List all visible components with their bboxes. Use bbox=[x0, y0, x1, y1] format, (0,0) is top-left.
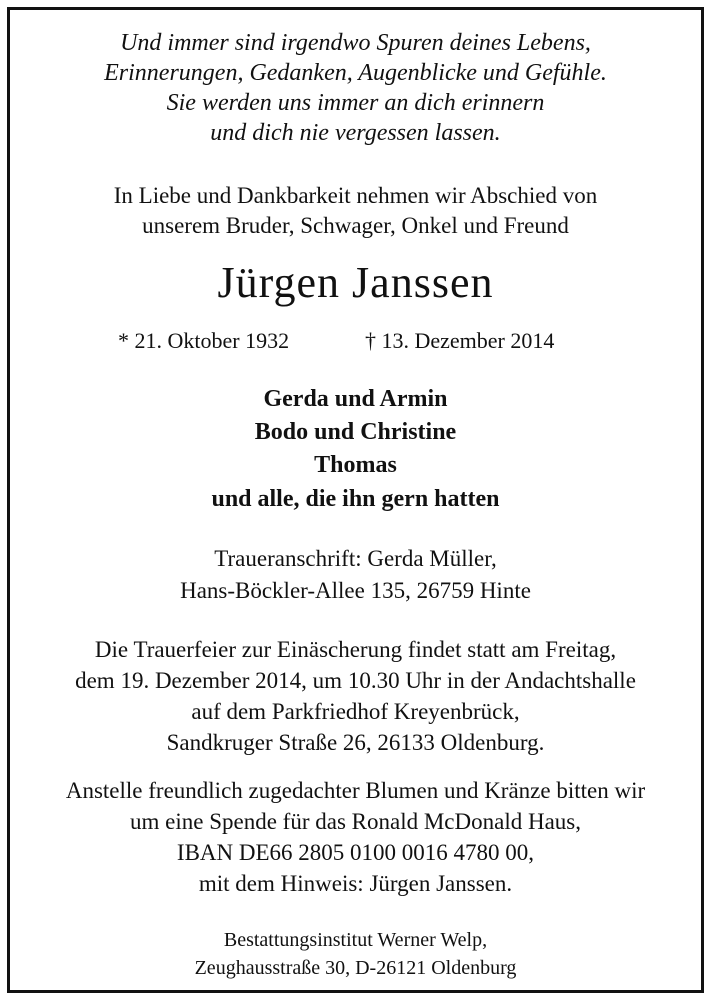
ceremony-line: Sandkruger Straße 26, 26133 Oldenburg. bbox=[166, 730, 545, 755]
intro-line: unserem Bruder, Schwager, Onkel und Freund bbox=[142, 213, 569, 238]
mourner-line: Thomas bbox=[314, 452, 397, 478]
mourner-line: Gerda und Armin bbox=[263, 386, 448, 412]
mourner-line: und alle, die ihn gern hatten bbox=[211, 486, 500, 512]
intro-line: In Liebe und Dankbarkeit nehmen wir Abschied von bbox=[113, 183, 598, 208]
deceased-name: Jürgen Janssen bbox=[217, 258, 494, 307]
funeral-home-line: Bestattungsinstitut Werner Welp, bbox=[223, 929, 488, 951]
verse-line: Und immer sind irgendwo Spuren deines Lebens, bbox=[120, 30, 591, 56]
donation-line: Anstelle freundlich zugedachter Blumen und Kränze bitten wir bbox=[65, 778, 646, 803]
funeral-home-line: Zeughausstraße 30, D-26121 Oldenburg bbox=[194, 957, 517, 979]
mourner-line: Bodo und Christine bbox=[254, 419, 457, 445]
donation-line: IBAN DE66 2805 0100 0016 4780 00, bbox=[176, 840, 535, 865]
death-date: † 13. Dezember 2014 bbox=[365, 328, 555, 353]
mourning-address-line: Hans-Böckler-Allee 135, 26759 Hinte bbox=[180, 578, 531, 603]
mourning-address-line: Traueranschrift: Gerda Müller, bbox=[214, 546, 497, 571]
donation-line: um eine Spende für das Ronald McDonald Haus, bbox=[130, 809, 581, 834]
ceremony-line: dem 19. Dezember 2014, um 10.30 Uhr in der Andachtshalle bbox=[75, 668, 636, 693]
ceremony-line: auf dem Parkfriedhof Kreyenbrück, bbox=[191, 699, 520, 724]
verse-line: und dich nie vergessen lassen. bbox=[210, 120, 501, 146]
verse-line: Erinnerungen, Gedanken, Augenblicke und Gefühle. bbox=[104, 60, 607, 86]
donation-line: mit dem Hinweis: Jürgen Janssen. bbox=[198, 871, 513, 896]
birth-date: * 21. Oktober 1932 bbox=[118, 328, 290, 353]
verse-line: Sie werden uns immer an dich erinnern bbox=[166, 90, 545, 116]
ceremony-line: Die Trauerfeier zur Einäscherung findet statt am Freitag, bbox=[94, 637, 617, 662]
